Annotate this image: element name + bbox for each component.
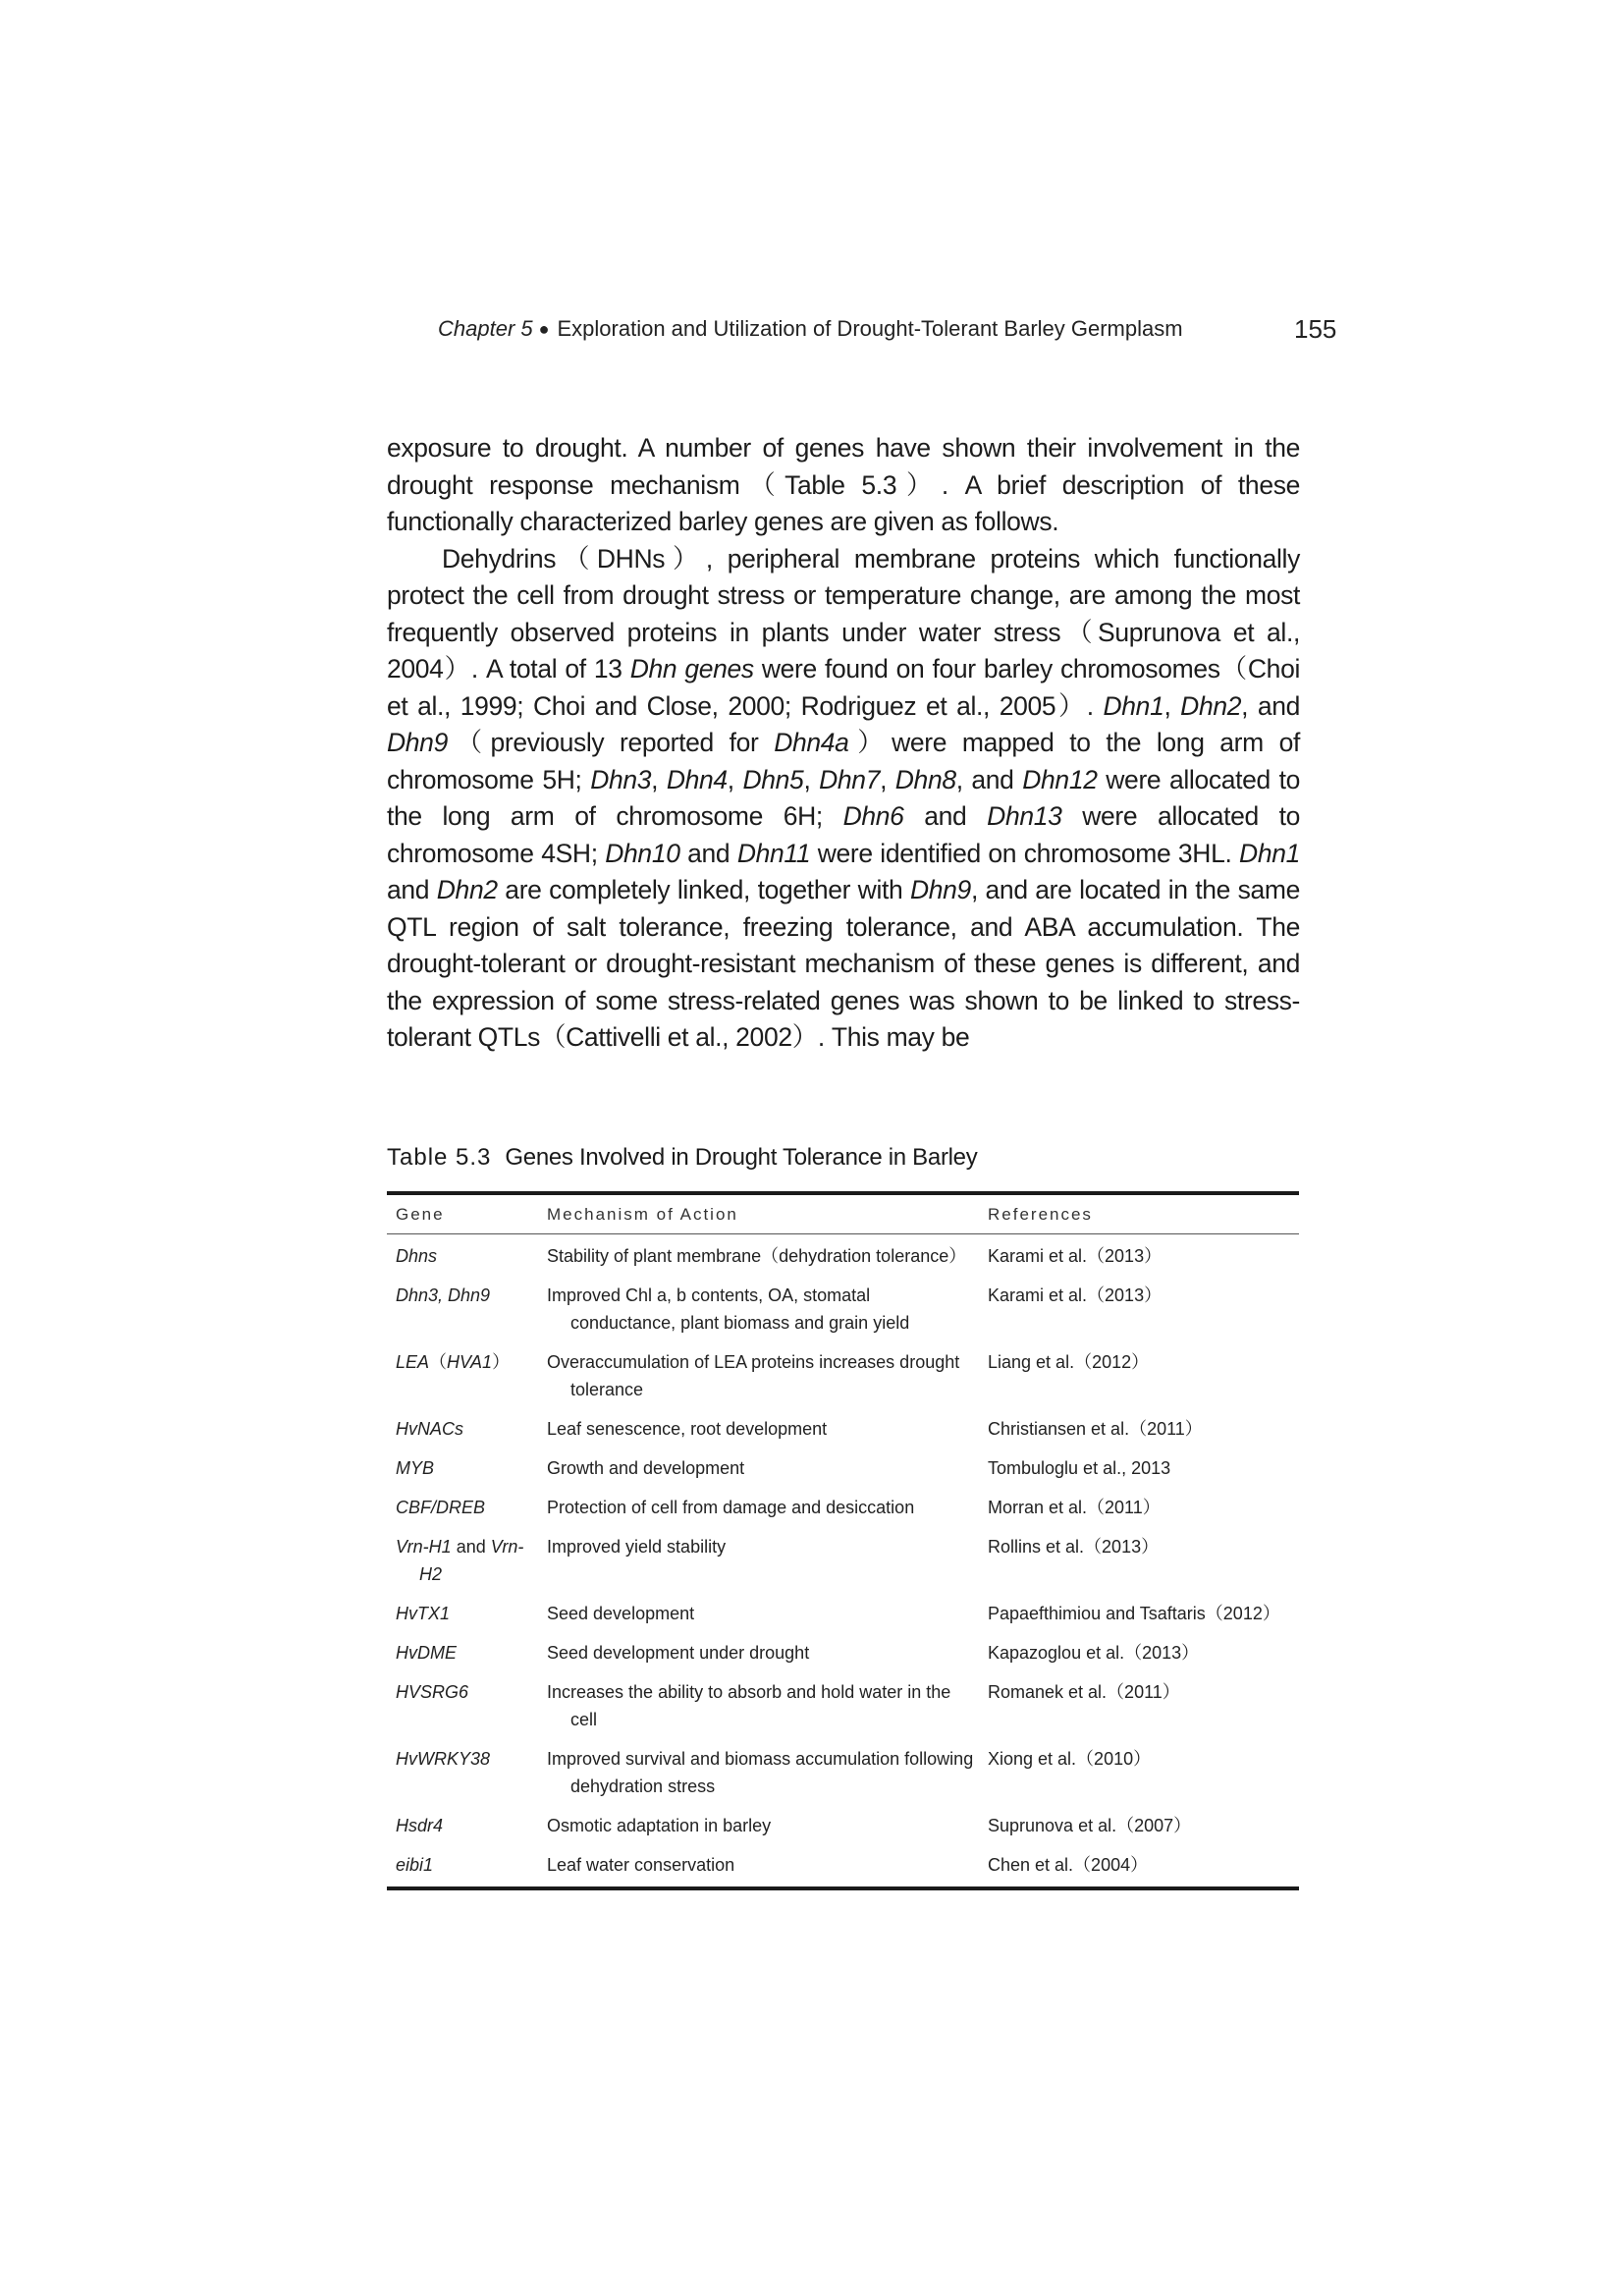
gene-text: Hsdr4 xyxy=(396,1816,444,1835)
text-run: were identified on chromosome 3HL. xyxy=(810,838,1240,868)
reference-text: Chen et al.（2004） xyxy=(988,1855,1149,1875)
mechanism-cell xyxy=(538,1276,979,1342)
gene-name xyxy=(396,1639,538,1667)
column-header-mechanism: Mechanism of Action xyxy=(547,1205,738,1224)
mechanism-cell xyxy=(538,1739,979,1806)
gene-text: （ xyxy=(429,1352,448,1372)
reference-text: Papaefthimiou and Tsaftaris（2012） xyxy=(988,1604,1280,1623)
gene-text: Dhns xyxy=(396,1246,438,1266)
italic-run: Dhn genes xyxy=(629,654,754,683)
reference-cell xyxy=(979,1739,1299,1806)
reference-text: Liang et al.（2012） xyxy=(988,1352,1150,1372)
column-header-gene: Gene xyxy=(396,1205,445,1224)
table-row xyxy=(387,1234,1299,1277)
reference-text: Romanek et al.（2011） xyxy=(988,1682,1180,1702)
reference-cell xyxy=(979,1488,1299,1527)
chapter-title: Exploration and Utilization of Drought-Tolerant Barley Germplasm xyxy=(557,316,1183,341)
reference-text: Karami et al.（2013） xyxy=(988,1246,1163,1266)
reference-cell xyxy=(979,1449,1299,1488)
table-label: Table 5.3 xyxy=(387,1144,492,1171)
table-row xyxy=(387,1739,1299,1806)
gene-text: HvWRKY38 xyxy=(396,1749,491,1769)
mechanism-text: Improved yield stability xyxy=(547,1537,727,1557)
gene-cell xyxy=(387,1594,538,1633)
italic-run: Dhn4 xyxy=(666,764,728,794)
italic-run: Dhn9 xyxy=(387,728,448,757)
mechanism-cell xyxy=(538,1594,979,1633)
gene-cell xyxy=(387,1806,538,1845)
text-run: , xyxy=(727,764,743,794)
mechanism-text: Improved survival and biomass accumulation following dehydration stress xyxy=(547,1749,974,1796)
reference-cell xyxy=(979,1672,1299,1739)
reference-cell xyxy=(979,1234,1299,1277)
reference-text: Christiansen et al.（2011） xyxy=(988,1419,1203,1439)
text-run: ）were mapped to the long arm of chromosome 5H; xyxy=(387,728,1300,794)
table-body xyxy=(387,1234,1299,1889)
gene-text: and xyxy=(451,1537,491,1557)
gene-cell xyxy=(387,1672,538,1739)
reference-text: Kapazoglou et al.（2013） xyxy=(988,1643,1200,1663)
mechanism-text: Leaf water conservation xyxy=(547,1855,735,1875)
column-header-references: References xyxy=(988,1205,1093,1224)
italic-run: Dhn2 xyxy=(436,875,498,904)
paragraph xyxy=(387,541,1300,1057)
gene-name xyxy=(396,1415,538,1443)
mechanism-text: Protection of cell from damage and desiccation xyxy=(547,1498,915,1517)
table-row xyxy=(387,1806,1299,1845)
gene-text: HVSRG6 xyxy=(396,1682,469,1702)
gene-name xyxy=(396,1678,538,1706)
mechanism-text: Stability of plant membrane（dehydration tolerance） xyxy=(547,1246,967,1266)
text-run: , and xyxy=(1241,690,1300,721)
gene-text: MYB xyxy=(396,1458,435,1478)
mechanism-cell xyxy=(538,1633,979,1672)
italic-run: Dhn3 xyxy=(590,764,652,794)
gene-name xyxy=(396,1282,538,1309)
italic-run: Dhn7 xyxy=(819,764,881,794)
mechanism-text: Increases the ability to absorb and hold water in the cell xyxy=(547,1682,951,1729)
text-run: and xyxy=(387,875,437,904)
mechanism-cell xyxy=(538,1234,979,1277)
gene-name xyxy=(396,1348,538,1376)
gene-cell xyxy=(387,1409,538,1449)
gene-name xyxy=(396,1454,538,1482)
mechanism-cell xyxy=(538,1409,979,1449)
body-text xyxy=(387,430,1300,1057)
gene-text: HVA1 xyxy=(447,1352,493,1372)
italic-run: Dhn8 xyxy=(894,764,956,794)
mechanism-text: Growth and development xyxy=(547,1458,745,1478)
page-number: 155 xyxy=(1294,314,1337,344)
gene-text: CBF/DREB xyxy=(396,1498,486,1517)
table-row xyxy=(387,1488,1299,1527)
reference-cell xyxy=(979,1633,1299,1672)
gene-text: Vrn-H2 xyxy=(419,1537,524,1584)
reference-text: Tombuloglu et al., 2013 xyxy=(988,1458,1171,1478)
italic-run: Dhn10 xyxy=(605,838,680,868)
mechanism-cell xyxy=(538,1449,979,1488)
mechanism-text: Improved Chl a, b contents, OA, stomatal conductance, plant biomass and grain yield xyxy=(547,1285,910,1333)
paragraph xyxy=(387,430,1300,541)
gene-cell xyxy=(387,1234,538,1277)
gene-cell xyxy=(387,1449,538,1488)
reference-cell xyxy=(979,1276,1299,1342)
text-run: , and xyxy=(955,764,1023,794)
mechanism-cell xyxy=(538,1672,979,1739)
text-run: were allocated to the long arm of chromosome 6H; xyxy=(387,764,1300,831)
mechanism-text: Leaf senescence, root development xyxy=(547,1419,828,1439)
text-run: and xyxy=(679,838,737,868)
gene-cell xyxy=(387,1845,538,1888)
table-row xyxy=(387,1633,1299,1672)
chapter-label: Chapter 5 xyxy=(438,316,533,341)
italic-run: Dhn9 xyxy=(909,875,971,904)
bullet-icon: ● xyxy=(538,319,550,339)
gene-name xyxy=(396,1851,538,1879)
text-run: , xyxy=(880,764,895,794)
italic-run: Dhn6 xyxy=(842,801,904,831)
text-run: were found on four barley chromosomes（Choi et al., 1999; Choi and Close, 2000; Rodriguez et al., 2005）. xyxy=(387,654,1301,721)
italic-run: Dhn13 xyxy=(987,801,1062,831)
gene-cell xyxy=(387,1276,538,1342)
text-run: , xyxy=(803,764,820,794)
gene-text: eibi1 xyxy=(396,1855,434,1875)
gene-text: HvNACs xyxy=(396,1419,464,1439)
reference-cell xyxy=(979,1527,1299,1594)
gene-name xyxy=(396,1242,538,1270)
table-caption xyxy=(387,1144,1300,1172)
gene-name xyxy=(396,1812,538,1839)
italic-run: Dhn2 xyxy=(1180,690,1242,721)
mechanism-cell xyxy=(538,1806,979,1845)
table-row xyxy=(387,1845,1299,1888)
genes-table xyxy=(387,1191,1299,1890)
text-run: and xyxy=(903,801,988,831)
table-row xyxy=(387,1276,1299,1342)
gene-name xyxy=(396,1494,538,1521)
text-run: were allocated to chromosome 4SH; xyxy=(387,801,1301,868)
gene-cell xyxy=(387,1739,538,1806)
gene-text: HvDME xyxy=(396,1643,457,1663)
reference-text: Karami et al.（2013） xyxy=(988,1285,1163,1305)
table-title: Genes Involved in Drought Tolerance in Barley xyxy=(505,1144,978,1171)
running-head xyxy=(438,316,1341,352)
text-run: , and are located in the same QTL region of salt tolerance, freezing tolerance, and ABA accumulation. The drought-tolerant or drought-resistant mechanism of these genes is different, and the expression of some stress-related genes was shown to be linked to stress-tolerant QTLs（Cattivelli et al., 2002）. This may be xyxy=(387,875,1301,1052)
table-row xyxy=(387,1672,1299,1739)
table-row xyxy=(387,1594,1299,1633)
text-run: , xyxy=(651,764,667,794)
italic-run: Dhn12 xyxy=(1022,764,1098,794)
reference-cell xyxy=(979,1409,1299,1449)
gene-cell xyxy=(387,1342,538,1409)
italic-run: Dhn11 xyxy=(736,838,811,868)
gene-text: Vrn-H1 xyxy=(396,1537,452,1557)
table-row xyxy=(387,1527,1299,1594)
mechanism-text: Seed development under drought xyxy=(547,1643,810,1663)
gene-text: ） xyxy=(492,1352,511,1372)
reference-cell xyxy=(979,1806,1299,1845)
gene-cell xyxy=(387,1633,538,1672)
gene-cell xyxy=(387,1488,538,1527)
reference-text: Xiong et al.（2010） xyxy=(988,1749,1152,1769)
table-row xyxy=(387,1449,1299,1488)
mechanism-cell xyxy=(538,1488,979,1527)
reference-cell xyxy=(979,1594,1299,1633)
gene-text: HvTX1 xyxy=(396,1604,451,1623)
italic-run: Dhn5 xyxy=(742,764,804,794)
gene-cell xyxy=(387,1527,538,1594)
gene-name xyxy=(396,1600,538,1627)
reference-text: Morran et al.（2011） xyxy=(988,1498,1161,1517)
text-run: , xyxy=(1163,690,1181,721)
table-row xyxy=(387,1342,1299,1409)
gene-text: Dhn3, Dhn9 xyxy=(396,1285,491,1305)
gene-name xyxy=(396,1745,538,1773)
reference-cell xyxy=(979,1845,1299,1888)
italic-run: Dhn1 xyxy=(1103,690,1164,721)
gene-name xyxy=(396,1533,538,1588)
table-header-row xyxy=(387,1193,1299,1234)
mechanism-cell xyxy=(538,1845,979,1888)
reference-text: Suprunova et al.（2007） xyxy=(988,1816,1192,1835)
mechanism-cell xyxy=(538,1527,979,1594)
mechanism-text: Overaccumulation of LEA proteins increases drought tolerance xyxy=(547,1352,960,1399)
mechanism-cell xyxy=(538,1342,979,1409)
text-run: Dehydrins（DHNs）, peripheral membrane proteins which functionally protect the cell from drought stress or temperature change, are among the most frequently observed proteins in plants under water stress（Suprunova et al., 2004）. A total of 13 xyxy=(387,543,1300,683)
text-run: are completely linked, together with xyxy=(497,875,910,904)
text-run: exposure to drought. A number of genes have shown their involvement in the drought response mechanism（Table 5.3）. A brief description of these functionally characterized barley genes are given as follows. xyxy=(387,433,1300,536)
italic-run: Dhn1 xyxy=(1239,838,1300,868)
reference-text: Rollins et al.（2013） xyxy=(988,1537,1160,1557)
table-row xyxy=(387,1409,1299,1449)
italic-run: Dhn4a xyxy=(774,728,849,757)
text-run: （previously reported for xyxy=(447,728,775,757)
gene-text: LEA xyxy=(396,1352,430,1372)
mechanism-text: Osmotic adaptation in barley xyxy=(547,1816,772,1835)
reference-cell xyxy=(979,1342,1299,1409)
mechanism-text: Seed development xyxy=(547,1604,695,1623)
